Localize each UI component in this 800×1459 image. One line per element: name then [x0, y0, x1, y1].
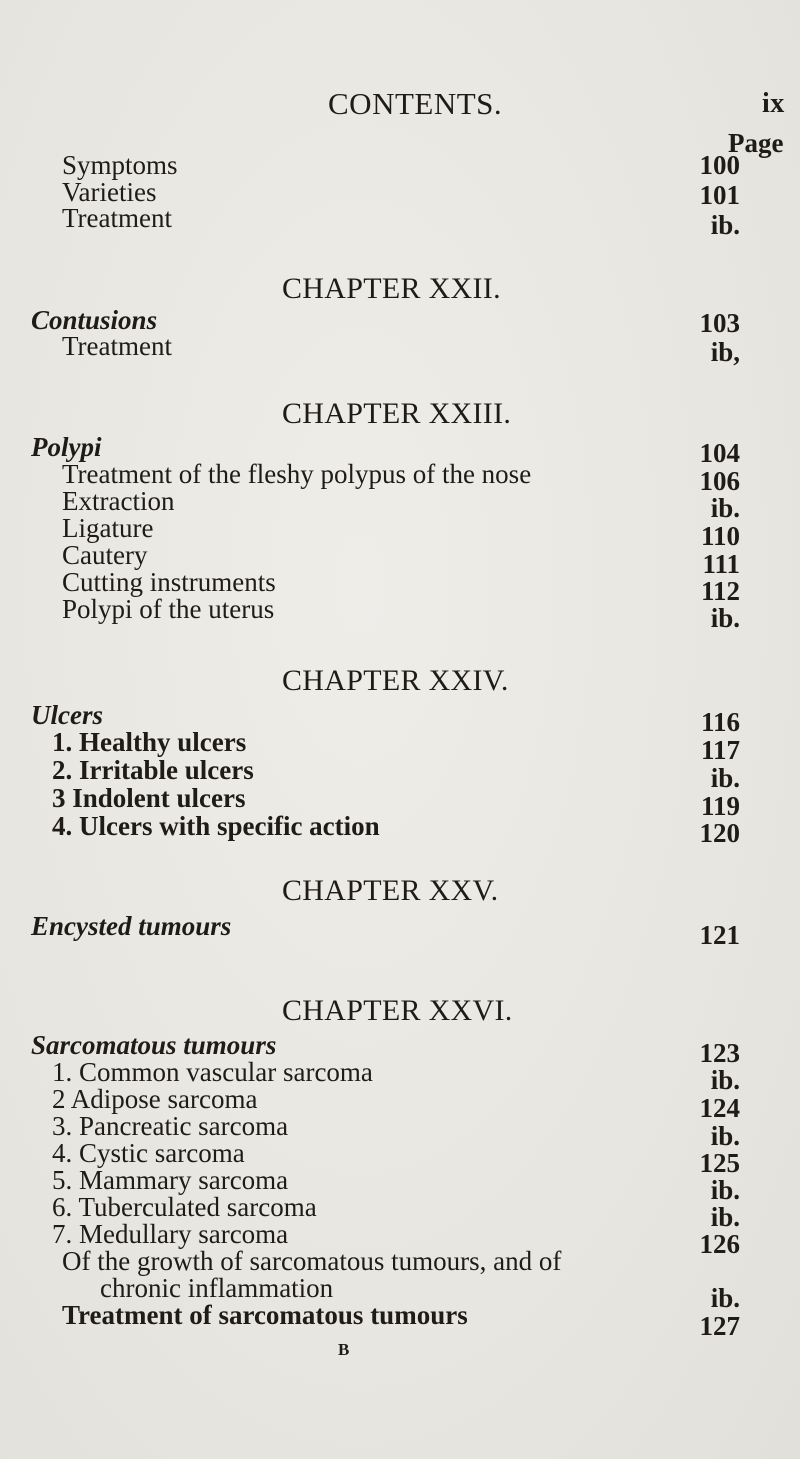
chapter-heading: CHAPTER XXII. — [282, 272, 501, 305]
toc-entry-label: 2. Irritable ulcers — [52, 755, 254, 785]
chapter-heading: CHAPTER XXIII. — [282, 397, 512, 430]
signature-mark: B — [338, 1340, 350, 1359]
toc-entry-page: ib. — [710, 1065, 740, 1095]
page-numeral: ix — [762, 88, 785, 119]
chapter-heading: CHAPTER XXV. — [282, 874, 499, 907]
toc-entry-label: Ligature — [62, 513, 154, 543]
toc-entry-label: Polypi of the uterus — [62, 594, 275, 624]
toc-entry-page: 120 — [699, 818, 740, 848]
toc-entry-page: 126 — [699, 1229, 740, 1259]
page-column-label: Page — [728, 128, 784, 158]
toc-entry-page: 117 — [700, 735, 740, 765]
chapter-topic-page: 104 — [699, 438, 740, 468]
toc-entry-label: Symptoms — [62, 150, 178, 180]
toc-entry-label: Treatment — [62, 203, 172, 233]
toc-entry-page: ib. — [710, 1175, 740, 1205]
toc-entry-label: 6. Tuberculated sarcoma — [52, 1192, 317, 1222]
chapter-topic: Ulcers — [31, 700, 103, 730]
toc-entry-label: 7. Medullary sarcoma — [52, 1219, 289, 1249]
toc-entry-label: 4. Ulcers with specific action — [52, 811, 380, 841]
toc-entry-page: 125 — [699, 1148, 740, 1178]
chapter-topic-page: 123 — [699, 1038, 740, 1068]
toc-entry-label: Of the growth of sarcomatous tumours, and of — [62, 1246, 562, 1276]
toc-entry-label: Treatment of sarcomatous tumours — [62, 1300, 468, 1330]
toc-entry-label: Extraction — [62, 486, 175, 516]
toc-entry-label: 4. Cystic sarcoma — [52, 1138, 245, 1168]
toc-entry-page: 111 — [702, 549, 740, 579]
toc-entry-page: ib. — [710, 763, 740, 793]
toc-entry-page: ib. — [710, 603, 740, 633]
toc-entry-label: 3. Pancreatic sarcoma — [52, 1111, 289, 1141]
toc-entry-page: ib. — [710, 1121, 740, 1151]
toc-entry-label: 2 Adipose sarcoma — [52, 1084, 258, 1114]
toc-entry-label: Cutting instruments — [62, 567, 276, 597]
toc-entry-label: 1. Healthy ulcers — [52, 727, 247, 757]
chapter-topic: Polypi — [31, 432, 102, 462]
chapter-topic-page: 103 — [699, 308, 740, 338]
toc-entry-page: 127 — [699, 1311, 740, 1341]
toc-entry-page: ib. — [710, 1202, 740, 1232]
toc-entry-page: ib. — [710, 210, 740, 240]
toc-entry-label: Varieties — [62, 177, 157, 207]
toc-entry-label: 3 Indolent ulcers — [52, 783, 246, 813]
chapter-heading: CHAPTER XXIV. — [282, 664, 509, 697]
toc-entry-label: Treatment — [62, 331, 172, 361]
toc-entry-label: Treatment of the fleshy polypus of the nose — [62, 459, 532, 489]
toc-entry-page: 124 — [699, 1093, 740, 1123]
toc-entry-label: 1. Common vascular sarcoma — [52, 1057, 373, 1087]
toc-entry-page: 101 — [699, 180, 740, 210]
toc-entry-page: 110 — [700, 521, 740, 551]
toc-entry-page: ib. — [710, 493, 740, 523]
chapter-topic: Contusions — [31, 305, 158, 335]
toc-entry-page: 100 — [699, 150, 740, 180]
chapter-topic-page: 116 — [700, 707, 740, 737]
page-title: CONTENTS. — [328, 86, 503, 121]
chapter-topic-page: 121 — [699, 920, 740, 950]
toc-entry-label: 5. Mammary sarcoma — [52, 1165, 289, 1195]
toc-entry-page: 106 — [699, 466, 740, 496]
toc-entry-page: ib, — [710, 337, 740, 367]
chapter-topic: Sarcomatous tumours — [31, 1030, 277, 1060]
toc-entry-label: Cautery — [62, 540, 148, 570]
toc-entry-label-continued: chronic inflammation — [100, 1273, 334, 1303]
toc-entry-page: 119 — [700, 791, 740, 821]
chapter-heading: CHAPTER XXVI. — [282, 994, 513, 1027]
toc-entry-page: 112 — [700, 576, 740, 606]
chapter-topic: Encysted tumours — [31, 911, 232, 941]
toc-entry-page: ib. — [710, 1283, 740, 1313]
